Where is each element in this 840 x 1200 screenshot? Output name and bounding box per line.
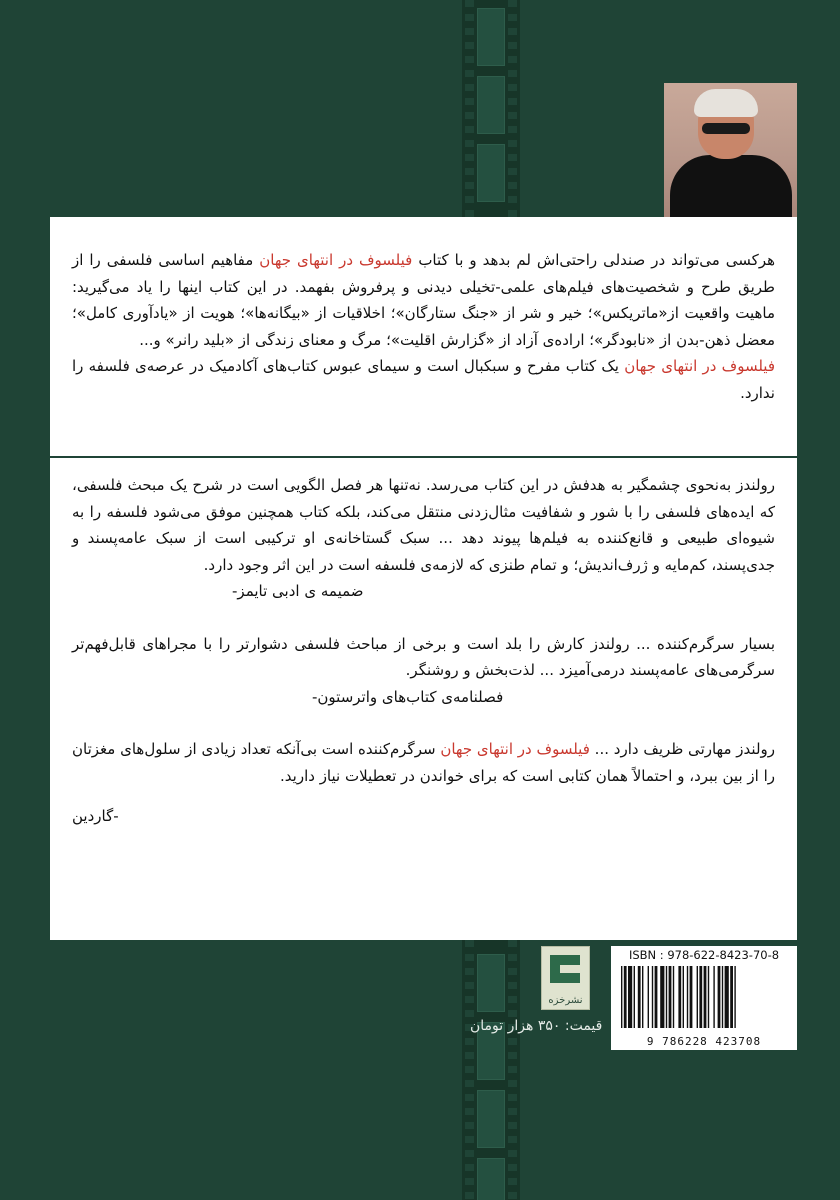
blurb-text <box>72 247 775 406</box>
barcode-bars <box>615 966 793 1028</box>
blurb-panel <box>50 217 797 456</box>
review-times-text: رولندز به‌نحوی چشمگیر به هدفش در این کتاب می‌رسد. نه‌تنها هر فصل الگویی است در شرح یک مبحث فلسفی، که ایده‌های فلسفی را با شور و شفافیت مثال‌زدنی منتقل می‌کند، بلکه کتاب همچنین موفق می‌شود فلسفه را به شیوه‌ای طبیعی و قانع‌کننده به فیلم‌ها پیوند دهد ... سبک گستاخانه‌ی او ترکیبی است از سبک عامه‌پسند و جدی‌پسند، کم‌مایه و ژرف‌اندیش؛ و تمام طنزی که لازمه‌ی فلسفه است در این اثر وجود دارد. <box>72 476 775 574</box>
book-title-highlight: فیلسوف در انتهای جهان <box>259 251 413 269</box>
reviews-panel <box>50 458 797 940</box>
barcode-number: 9 786228 423708 <box>646 1035 762 1048</box>
film-strip-bottom <box>462 940 520 1200</box>
film-strip-top <box>462 0 520 218</box>
book-title-highlight-3: فیلسوف در انتهای جهان <box>440 740 590 758</box>
blurb-topics: مفاهیم اساسی فلسفی را از طریق طرح و شخصیت‌های فیلم‌های علمی-تخیلی دیدنی و پرفروش بفهمد. در این کتاب اینها را یاد می‌گیرید: ماهیت واقعیت از«ماتریکس»؛ خیر و شر از «جنگ ستارگان»؛ اخلاقیات از «بیگانه‌ها»؛ هویت از «یادآوری کامل»؛ معضل ذهن-بدن از «نابودگر»؛ اراده‌ی آزاد از «گزارش اقلیت»؛ مرگ و معنای زندگی از «بلید رانر» و... <box>72 251 775 349</box>
reviews-text <box>72 472 775 830</box>
review-waterstone-text: بسیار سرگرم‌کننده ... رولندز کارش را بلد است و برخی از مباحث فلسفی دشوارتر را با مجراهای قابل‌فهم‌تر سرگرمی‌های عامه‌پسند درمی‌آمیزد ... لذت‌بخش و روشنگر. <box>72 634 775 679</box>
review-times-source: ضمیمه ی ادبی تایمز- <box>232 582 364 600</box>
book-title-highlight-2: فیلسوف در انتهای جهان <box>624 357 776 375</box>
publisher-logo <box>541 946 590 1010</box>
publisher-name: نشرخزه <box>548 995 583 1006</box>
review-waterstone-source: فصلنامه‌ی کتاب‌های واترستون- <box>312 687 504 706</box>
publisher-logo-icon <box>542 947 589 991</box>
price-label: قیمت: ۳۵۰ هزار تومان <box>470 1018 603 1034</box>
author-photo <box>664 83 797 217</box>
blurb-closing: یک کتاب مفرح و سبکبال است و سیمای عبوس کتاب‌های آکادمیک در عرصه‌ی فلسفه را ندارد. <box>72 357 775 402</box>
review-guardian-text: رولندز مهارتی ظریف دارد ... فیلسوف در انتهای جهان سرگرم‌کننده است بی‌آنکه تعداد زیادی از سلول‌های مغزتان را از بین ببرد، و احتمالاً همان کتابی است که برای خواندن در تعطیلات نیاز دارید. <box>72 740 775 785</box>
isbn-barcode <box>611 946 797 1050</box>
isbn-label: ISBN : 978-622-8423-70-8 <box>628 948 780 962</box>
review-guardian-source: -گاردین <box>72 807 119 825</box>
blurb-intro: هرکسی می‌تواند در صندلی راحتی‌اش لم بدهد و با کتاب <box>412 251 776 269</box>
